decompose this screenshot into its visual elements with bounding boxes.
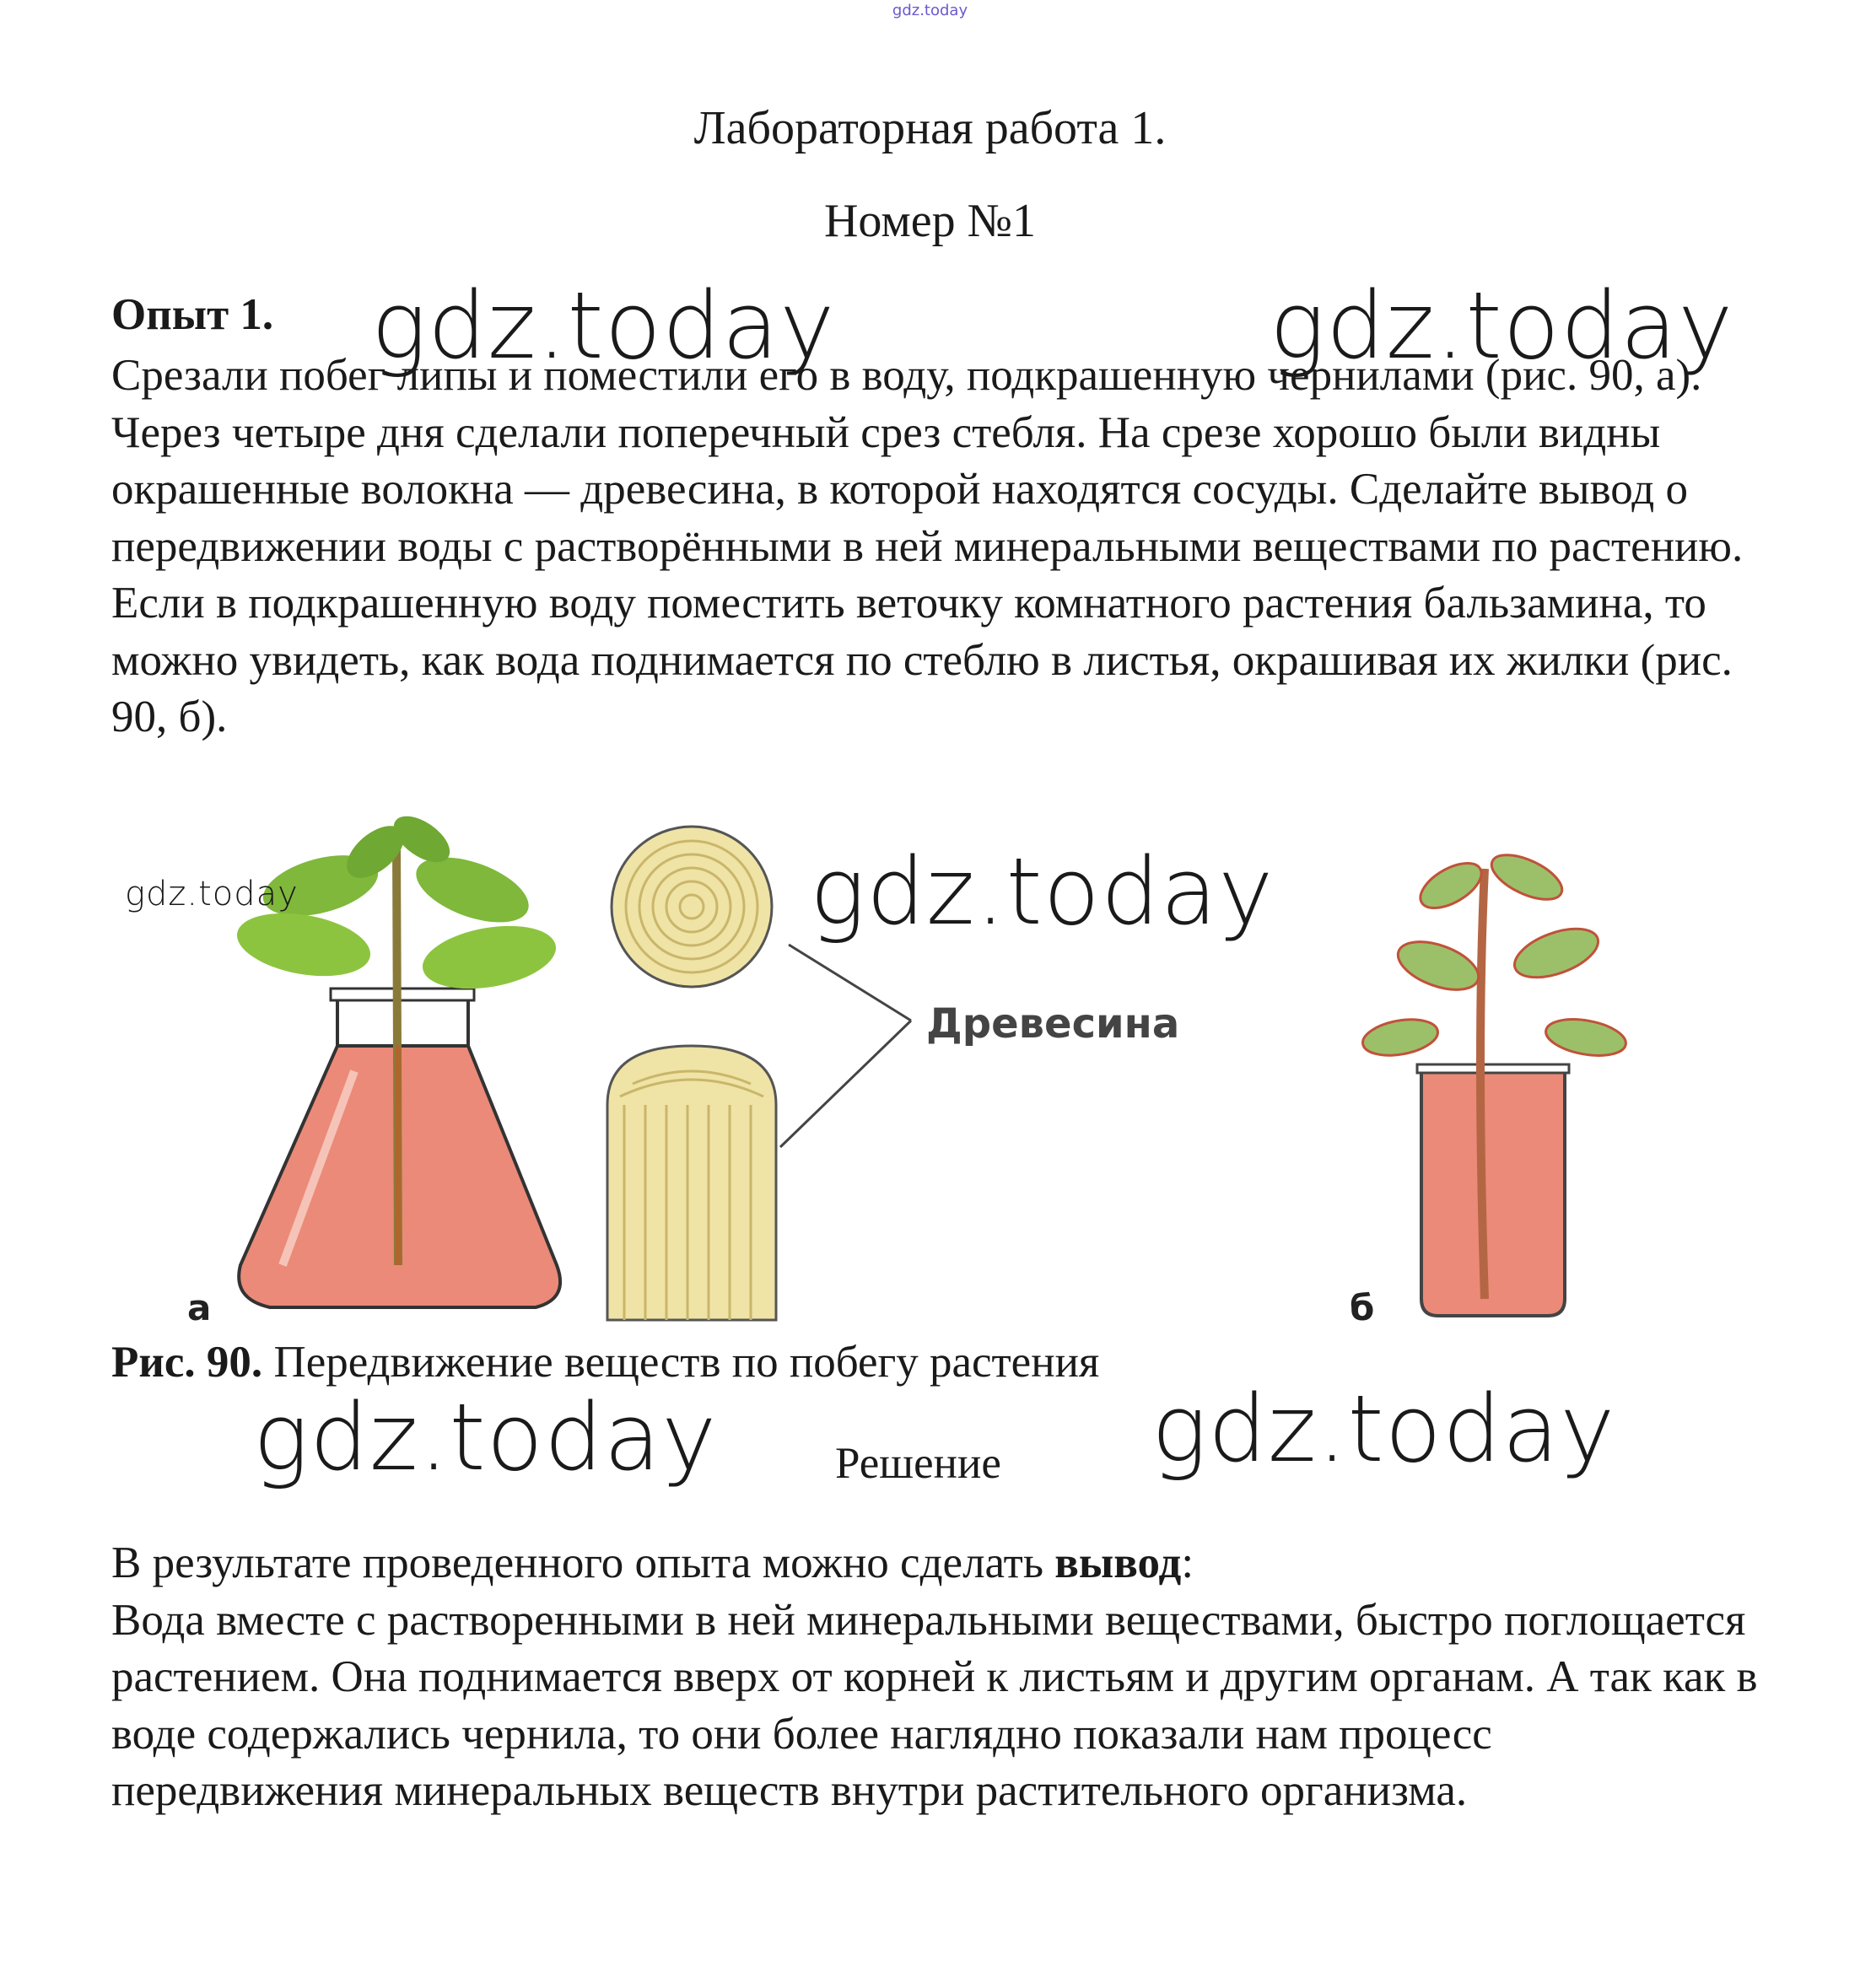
site-mark: gdz.today bbox=[892, 2, 968, 19]
stem-cross-section bbox=[612, 827, 772, 987]
figure-caption-number: Рис. 90. bbox=[111, 1338, 263, 1387]
watermark: gdz.today bbox=[371, 272, 836, 380]
watermark: gdz.today bbox=[253, 1383, 718, 1491]
experiment-text bbox=[111, 347, 1765, 746]
wood-label: Древесина bbox=[926, 1000, 1180, 1048]
figure-label-b: б bbox=[1350, 1287, 1375, 1328]
experiment-label: Опыт 1. bbox=[111, 290, 274, 339]
watermark: gdz.today bbox=[810, 838, 1275, 946]
beaker-with-balsam bbox=[1360, 846, 1629, 1316]
watermark: gdz.today bbox=[125, 875, 299, 913]
watermark: gdz.today bbox=[1270, 272, 1734, 380]
solution-paragraph: Вода вместе с растворенными в ней минеральными веществами, быстро поглощается растением. Она поднимается вверх от корней к листьям и другим органам. А так как в воде содержались чернила, то они более наглядно показали нам процесс передвижения минеральных веществ внутри растительного организма. bbox=[111, 1595, 1758, 1815]
figure-caption bbox=[111, 1337, 1099, 1387]
figure-label-a: а bbox=[187, 1287, 212, 1328]
experiment-paragraph-2: Если в подкрашенную воду поместить веточку комнатного растения бальзамина, то можно увидеть, как вода поднимается по стеблю в листья, окрашивая их жилки (рис. 90, б). bbox=[111, 579, 1733, 741]
wood-pointer bbox=[780, 945, 911, 1147]
solution-intro-text: В результате проведенного опыта можно сделать bbox=[111, 1538, 1055, 1587]
solution-intro bbox=[111, 1535, 1765, 1592]
solution-text bbox=[111, 1535, 1765, 1820]
experiment-paragraph-1: Срезали побег липы и поместили его в воду, подкрашенную чернилами (рис. 90, а). Через четыре дня сделали поперечный срез стебля. На срезе хорошо были видны окрашенные волокна — древесина, в которой находятся сосуды. Сделайте вывод о передвижении воды с растворёнными в ней минеральными веществами по растению. bbox=[111, 351, 1744, 571]
solution-intro-bold: вывод bbox=[1054, 1538, 1182, 1587]
solution-intro-colon: : bbox=[1181, 1538, 1194, 1587]
stem-longitudinal-section bbox=[607, 1046, 776, 1320]
task-number: Номер №1 bbox=[823, 195, 1037, 247]
solution-heading: Решение bbox=[835, 1439, 1001, 1488]
watermark: gdz.today bbox=[1151, 1375, 1616, 1483]
figure-caption-text: Передвижение веществ по побегу растения bbox=[262, 1338, 1100, 1387]
page-title: Лабораторная работа 1. bbox=[693, 102, 1167, 154]
